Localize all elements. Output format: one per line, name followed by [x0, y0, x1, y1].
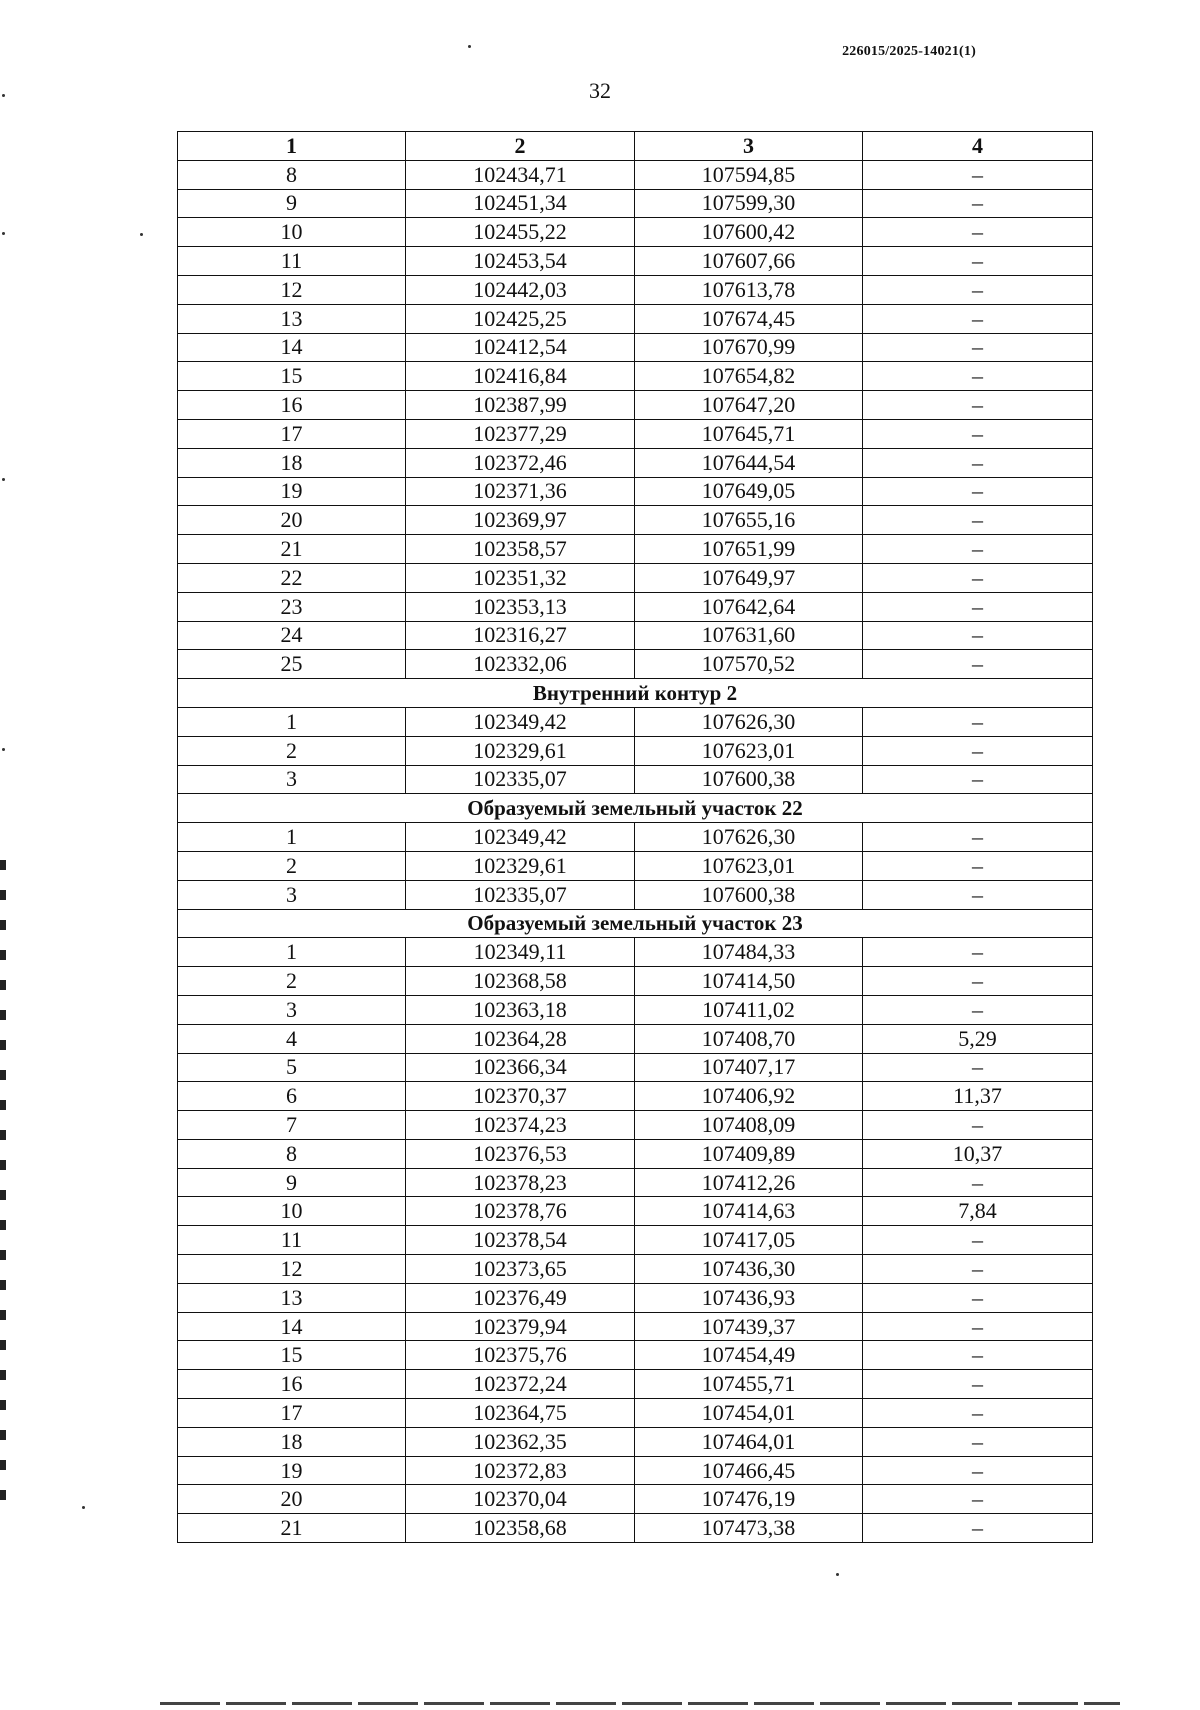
table-row — [178, 1399, 1093, 1428]
value-cell: – — [863, 160, 1093, 189]
x-coordinate-cell: 102349,11 — [406, 938, 635, 967]
table-row — [178, 1082, 1093, 1111]
x-coordinate-cell: 102371,36 — [406, 477, 635, 506]
scan-speck — [836, 1573, 839, 1576]
section-row — [178, 909, 1093, 938]
column-header-2: 2 — [406, 132, 635, 161]
table-row — [178, 1053, 1093, 1082]
scan-speck — [140, 233, 143, 236]
y-coordinate-cell: 107647,20 — [635, 391, 863, 420]
y-coordinate-cell: 107670,99 — [635, 333, 863, 362]
x-coordinate-cell: 102369,97 — [406, 506, 635, 535]
y-coordinate-cell: 107439,37 — [635, 1312, 863, 1341]
point-number-cell: 12 — [178, 1255, 406, 1284]
y-coordinate-cell: 107436,93 — [635, 1283, 863, 1312]
y-coordinate-cell: 107414,63 — [635, 1197, 863, 1226]
y-coordinate-cell: 107570,52 — [635, 650, 863, 679]
x-coordinate-cell: 102329,61 — [406, 851, 635, 880]
table-row — [178, 247, 1093, 276]
x-coordinate-cell: 102379,94 — [406, 1312, 635, 1341]
table-row — [178, 1226, 1093, 1255]
x-coordinate-cell: 102412,54 — [406, 333, 635, 362]
value-cell: – — [863, 1514, 1093, 1543]
x-coordinate-cell: 102349,42 — [406, 823, 635, 852]
value-cell: – — [863, 535, 1093, 564]
binding-margin-marks — [0, 860, 6, 1500]
column-header-4: 4 — [863, 132, 1093, 161]
y-coordinate-cell: 107674,45 — [635, 304, 863, 333]
point-number-cell: 24 — [178, 621, 406, 650]
y-coordinate-cell: 107655,16 — [635, 506, 863, 535]
value-cell: – — [863, 967, 1093, 996]
x-coordinate-cell: 102332,06 — [406, 650, 635, 679]
point-number-cell: 17 — [178, 1399, 406, 1428]
y-coordinate-cell: 107613,78 — [635, 275, 863, 304]
point-number-cell: 10 — [178, 1197, 406, 1226]
point-number-cell: 13 — [178, 1283, 406, 1312]
y-coordinate-cell: 107466,45 — [635, 1456, 863, 1485]
table-row — [178, 938, 1093, 967]
table-row — [178, 419, 1093, 448]
y-coordinate-cell: 107417,05 — [635, 1226, 863, 1255]
value-cell: – — [863, 362, 1093, 391]
value-cell: – — [863, 1168, 1093, 1197]
point-number-cell: 14 — [178, 1312, 406, 1341]
x-coordinate-cell: 102378,76 — [406, 1197, 635, 1226]
value-cell: – — [863, 592, 1093, 621]
y-coordinate-cell: 107644,54 — [635, 448, 863, 477]
value-cell: 5,29 — [863, 1024, 1093, 1053]
point-number-cell: 1 — [178, 823, 406, 852]
point-number-cell: 20 — [178, 1485, 406, 1514]
x-coordinate-cell: 102358,57 — [406, 535, 635, 564]
x-coordinate-cell: 102387,99 — [406, 391, 635, 420]
point-number-cell: 18 — [178, 1427, 406, 1456]
table-row — [178, 1111, 1093, 1140]
value-cell: – — [863, 1283, 1093, 1312]
y-coordinate-cell: 107599,30 — [635, 189, 863, 218]
point-number-cell: 15 — [178, 1341, 406, 1370]
table-row — [178, 1514, 1093, 1543]
page-number: 32 — [589, 78, 611, 103]
value-cell: – — [863, 333, 1093, 362]
value-cell: 7,84 — [863, 1197, 1093, 1226]
table-row — [178, 506, 1093, 535]
x-coordinate-cell: 102358,68 — [406, 1514, 635, 1543]
section-row — [178, 679, 1093, 708]
y-coordinate-cell: 107626,30 — [635, 823, 863, 852]
y-coordinate-cell: 107642,64 — [635, 592, 863, 621]
y-coordinate-cell: 107408,70 — [635, 1024, 863, 1053]
table-row — [178, 563, 1093, 592]
value-cell: – — [863, 419, 1093, 448]
point-number-cell: 2 — [178, 967, 406, 996]
value-cell: 11,37 — [863, 1082, 1093, 1111]
value-cell: – — [863, 1255, 1093, 1284]
point-number-cell: 1 — [178, 938, 406, 967]
table-row — [178, 1139, 1093, 1168]
section-title: Образуемый земельный участок 23 — [178, 909, 1093, 938]
table-row — [178, 189, 1093, 218]
y-coordinate-cell: 107409,89 — [635, 1139, 863, 1168]
x-coordinate-cell: 102366,34 — [406, 1053, 635, 1082]
table-row — [178, 621, 1093, 650]
scan-speck — [2, 478, 5, 481]
table-row — [178, 592, 1093, 621]
table-header — [178, 132, 1093, 161]
point-number-cell: 21 — [178, 535, 406, 564]
table-row — [178, 880, 1093, 909]
table-row — [178, 650, 1093, 679]
point-number-cell: 2 — [178, 736, 406, 765]
x-coordinate-cell: 102363,18 — [406, 995, 635, 1024]
point-number-cell: 9 — [178, 189, 406, 218]
value-cell: – — [863, 995, 1093, 1024]
value-cell: – — [863, 1312, 1093, 1341]
table-row — [178, 765, 1093, 794]
point-number-cell: 8 — [178, 1139, 406, 1168]
y-coordinate-cell: 107651,99 — [635, 535, 863, 564]
value-cell: – — [863, 1226, 1093, 1255]
column-header-1: 1 — [178, 132, 406, 161]
coordinates-table — [177, 131, 1093, 1543]
value-cell: – — [863, 1427, 1093, 1456]
table-row — [178, 1312, 1093, 1341]
table-row — [178, 707, 1093, 736]
value-cell: – — [863, 621, 1093, 650]
value-cell: – — [863, 707, 1093, 736]
x-coordinate-cell: 102316,27 — [406, 621, 635, 650]
x-coordinate-cell: 102370,04 — [406, 1485, 635, 1514]
point-number-cell: 16 — [178, 391, 406, 420]
x-coordinate-cell: 102416,84 — [406, 362, 635, 391]
document-registration-number: 226015/2025-14021(1) — [842, 44, 976, 59]
value-cell: – — [863, 218, 1093, 247]
point-number-cell: 2 — [178, 851, 406, 880]
value-cell: – — [863, 880, 1093, 909]
point-number-cell: 22 — [178, 563, 406, 592]
scan-speck — [2, 748, 5, 751]
point-number-cell: 16 — [178, 1370, 406, 1399]
point-number-cell: 5 — [178, 1053, 406, 1082]
table-row — [178, 736, 1093, 765]
y-coordinate-cell: 107464,01 — [635, 1427, 863, 1456]
y-coordinate-cell: 107484,33 — [635, 938, 863, 967]
section-row — [178, 794, 1093, 823]
value-cell: – — [863, 563, 1093, 592]
point-number-cell: 8 — [178, 160, 406, 189]
x-coordinate-cell: 102372,46 — [406, 448, 635, 477]
section-title: Внутренний контур 2 — [178, 679, 1093, 708]
table-row — [178, 448, 1093, 477]
table-row — [178, 304, 1093, 333]
scan-speck — [468, 45, 471, 48]
x-coordinate-cell: 102353,13 — [406, 592, 635, 621]
value-cell: – — [863, 938, 1093, 967]
column-header-3: 3 — [635, 132, 863, 161]
x-coordinate-cell: 102453,54 — [406, 247, 635, 276]
section-title: Образуемый земельный участок 22 — [178, 794, 1093, 823]
y-coordinate-cell: 107645,71 — [635, 419, 863, 448]
x-coordinate-cell: 102375,76 — [406, 1341, 635, 1370]
table-row — [178, 1341, 1093, 1370]
y-coordinate-cell: 107649,05 — [635, 477, 863, 506]
point-number-cell: 1 — [178, 707, 406, 736]
point-number-cell: 17 — [178, 419, 406, 448]
point-number-cell: 7 — [178, 1111, 406, 1140]
value-cell: – — [863, 477, 1093, 506]
point-number-cell: 21 — [178, 1514, 406, 1543]
x-coordinate-cell: 102329,61 — [406, 736, 635, 765]
point-number-cell: 3 — [178, 995, 406, 1024]
y-coordinate-cell: 107412,26 — [635, 1168, 863, 1197]
point-number-cell: 6 — [178, 1082, 406, 1111]
value-cell: – — [863, 506, 1093, 535]
value-cell: – — [863, 1370, 1093, 1399]
table-row — [178, 995, 1093, 1024]
x-coordinate-cell: 102376,53 — [406, 1139, 635, 1168]
table-row — [178, 275, 1093, 304]
value-cell: – — [863, 765, 1093, 794]
x-coordinate-cell: 102451,34 — [406, 189, 635, 218]
y-coordinate-cell: 107454,49 — [635, 1341, 863, 1370]
x-coordinate-cell: 102372,24 — [406, 1370, 635, 1399]
x-coordinate-cell: 102442,03 — [406, 275, 635, 304]
y-coordinate-cell: 107406,92 — [635, 1082, 863, 1111]
y-coordinate-cell: 107649,97 — [635, 563, 863, 592]
table-row — [178, 1255, 1093, 1284]
x-coordinate-cell: 102364,75 — [406, 1399, 635, 1428]
x-coordinate-cell: 102455,22 — [406, 218, 635, 247]
table-row — [178, 1370, 1093, 1399]
x-coordinate-cell: 102373,65 — [406, 1255, 635, 1284]
value-cell: – — [863, 650, 1093, 679]
y-coordinate-cell: 107407,17 — [635, 1053, 863, 1082]
table-row — [178, 823, 1093, 852]
y-coordinate-cell: 107600,38 — [635, 765, 863, 794]
value-cell: – — [863, 1341, 1093, 1370]
value-cell: – — [863, 1399, 1093, 1428]
y-coordinate-cell: 107436,30 — [635, 1255, 863, 1284]
value-cell: – — [863, 391, 1093, 420]
point-number-cell: 4 — [178, 1024, 406, 1053]
y-coordinate-cell: 107654,82 — [635, 362, 863, 391]
x-coordinate-cell: 102370,37 — [406, 1082, 635, 1111]
x-coordinate-cell: 102362,35 — [406, 1427, 635, 1456]
value-cell: – — [863, 247, 1093, 276]
x-coordinate-cell: 102434,71 — [406, 160, 635, 189]
scan-speck — [82, 1506, 85, 1509]
value-cell: – — [863, 189, 1093, 218]
table-row — [178, 1456, 1093, 1485]
table-row — [178, 391, 1093, 420]
y-coordinate-cell: 107623,01 — [635, 736, 863, 765]
table-row — [178, 535, 1093, 564]
table-body — [178, 160, 1093, 1542]
x-coordinate-cell: 102376,49 — [406, 1283, 635, 1312]
x-coordinate-cell: 102378,23 — [406, 1168, 635, 1197]
point-number-cell: 11 — [178, 247, 406, 276]
x-coordinate-cell: 102425,25 — [406, 304, 635, 333]
value-cell: – — [863, 823, 1093, 852]
table-row — [178, 218, 1093, 247]
table-row — [178, 1024, 1093, 1053]
point-number-cell: 19 — [178, 1456, 406, 1485]
table-row — [178, 1197, 1093, 1226]
header-row — [178, 132, 1093, 161]
x-coordinate-cell: 102364,28 — [406, 1024, 635, 1053]
table-row — [178, 333, 1093, 362]
value-cell: – — [863, 304, 1093, 333]
y-coordinate-cell: 107594,85 — [635, 160, 863, 189]
x-coordinate-cell: 102368,58 — [406, 967, 635, 996]
table-row — [178, 477, 1093, 506]
x-coordinate-cell: 102378,54 — [406, 1226, 635, 1255]
table-row — [178, 1485, 1093, 1514]
y-coordinate-cell: 107631,60 — [635, 621, 863, 650]
point-number-cell: 20 — [178, 506, 406, 535]
x-coordinate-cell: 102335,07 — [406, 880, 635, 909]
bottom-scan-edge — [160, 1702, 1120, 1705]
y-coordinate-cell: 107411,02 — [635, 995, 863, 1024]
point-number-cell: 9 — [178, 1168, 406, 1197]
scan-speck — [2, 232, 5, 235]
x-coordinate-cell: 102374,23 — [406, 1111, 635, 1140]
point-number-cell: 15 — [178, 362, 406, 391]
value-cell: – — [863, 1111, 1093, 1140]
table-row — [178, 851, 1093, 880]
y-coordinate-cell: 107408,09 — [635, 1111, 863, 1140]
table-row — [178, 1427, 1093, 1456]
x-coordinate-cell: 102372,83 — [406, 1456, 635, 1485]
table-row — [178, 967, 1093, 996]
y-coordinate-cell: 107607,66 — [635, 247, 863, 276]
value-cell: – — [863, 1456, 1093, 1485]
value-cell: – — [863, 736, 1093, 765]
point-number-cell: 14 — [178, 333, 406, 362]
point-number-cell: 25 — [178, 650, 406, 679]
point-number-cell: 3 — [178, 880, 406, 909]
scan-speck — [2, 94, 5, 97]
x-coordinate-cell: 102377,29 — [406, 419, 635, 448]
y-coordinate-cell: 107455,71 — [635, 1370, 863, 1399]
y-coordinate-cell: 107414,50 — [635, 967, 863, 996]
value-cell: – — [863, 1053, 1093, 1082]
point-number-cell: 12 — [178, 275, 406, 304]
value-cell: – — [863, 1485, 1093, 1514]
table-row — [178, 160, 1093, 189]
table-row — [178, 1283, 1093, 1312]
x-coordinate-cell: 102335,07 — [406, 765, 635, 794]
value-cell: 10,37 — [863, 1139, 1093, 1168]
point-number-cell: 19 — [178, 477, 406, 506]
y-coordinate-cell: 107600,42 — [635, 218, 863, 247]
point-number-cell: 10 — [178, 218, 406, 247]
table-row — [178, 1168, 1093, 1197]
y-coordinate-cell: 107454,01 — [635, 1399, 863, 1428]
y-coordinate-cell: 107623,01 — [635, 851, 863, 880]
x-coordinate-cell: 102351,32 — [406, 563, 635, 592]
point-number-cell: 18 — [178, 448, 406, 477]
point-number-cell: 11 — [178, 1226, 406, 1255]
y-coordinate-cell: 107600,38 — [635, 880, 863, 909]
point-number-cell: 13 — [178, 304, 406, 333]
x-coordinate-cell: 102349,42 — [406, 707, 635, 736]
y-coordinate-cell: 107476,19 — [635, 1485, 863, 1514]
value-cell: – — [863, 448, 1093, 477]
value-cell: – — [863, 851, 1093, 880]
point-number-cell: 3 — [178, 765, 406, 794]
table-row — [178, 362, 1093, 391]
point-number-cell: 23 — [178, 592, 406, 621]
y-coordinate-cell: 107626,30 — [635, 707, 863, 736]
value-cell: – — [863, 275, 1093, 304]
y-coordinate-cell: 107473,38 — [635, 1514, 863, 1543]
